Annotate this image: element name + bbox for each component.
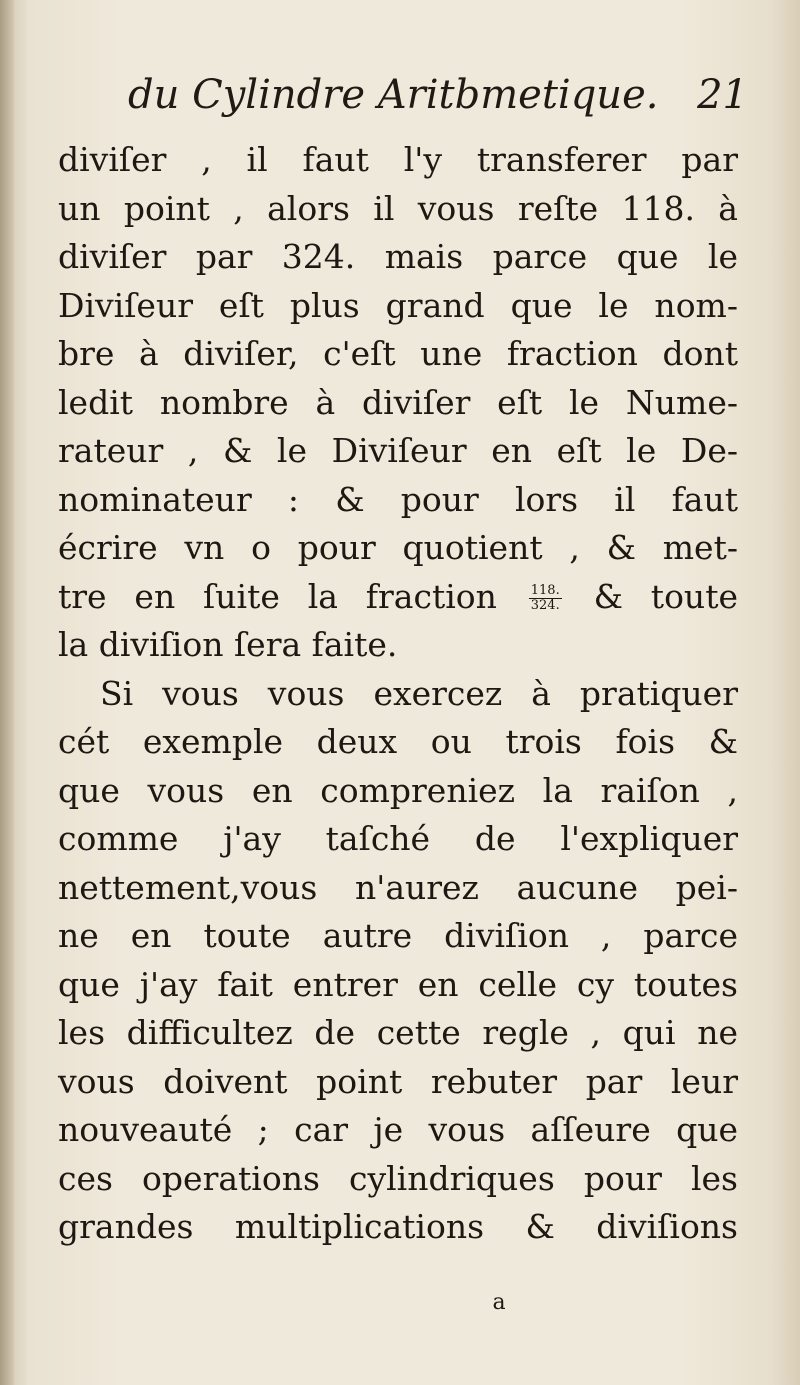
text-line: nettement,vous n'aurez aucune pei-	[58, 867, 738, 907]
text-line: nominateur : & pour lors il faut	[58, 479, 738, 519]
text-line: comme j'ay taſché de l'expliquer	[58, 819, 738, 858]
text-line: nouveauté ; car je vous aſſeure que	[58, 1110, 738, 1149]
text-line: cét exemple deux ou trois fois &	[58, 722, 738, 761]
fraction-lead-text: tre en ſuite la fraction	[58, 576, 497, 616]
fraction	[529, 584, 562, 613]
fraction-denominator: 324.	[530, 598, 560, 613]
text-line: écrire vn o pour quotient , & met-	[58, 528, 738, 567]
fraction-tail-text: & toute	[593, 576, 738, 616]
text-line: bre à diviſer, c'eſt une fraction dont	[58, 334, 738, 373]
text-line: rateur , & le Diviſeur en eſt le De-	[58, 431, 738, 470]
signature-mark: a	[492, 1290, 506, 1315]
body-text	[58, 136, 738, 1252]
running-title: du Cylindre Aritbmetique.	[128, 72, 659, 118]
paragraph-start-line: Si vous vous exercez à pratiquer	[100, 673, 738, 713]
text-line: que vous en compreniez la raiſon ,	[58, 770, 738, 810]
page-gutter	[0, 0, 14, 1385]
text-line: un point , alors il vous reſte 118. à	[58, 188, 738, 228]
text-line: les difficultez de cette regle , qui ne	[58, 1013, 738, 1052]
page-number: 21	[697, 72, 748, 118]
text-line: Diviſeur eſt plus grand que le nom-	[58, 285, 738, 325]
text-line: diviſer , il faut l'y transferer par	[58, 140, 738, 179]
running-head	[128, 72, 748, 128]
text-line: vous doivent point rebuter par leur	[58, 1061, 738, 1101]
text-line: ne en toute autre diviſion , parce	[58, 916, 738, 955]
fraction-numerator: 118.	[530, 583, 560, 598]
text-line: la diviſion ſera faite.	[58, 625, 398, 664]
text-line-with-fraction	[58, 573, 738, 622]
text-line: diviſer par 324. mais parce que le	[58, 237, 738, 276]
text-line: que j'ay fait entrer en celle cy toutes	[58, 964, 738, 1004]
text-line: ces operations cylindriques pour les	[58, 1158, 738, 1198]
text-line: grandes multiplications & diviſions	[58, 1207, 738, 1246]
text-line: ledit nombre à diviſer eſt le Nume-	[58, 382, 738, 422]
